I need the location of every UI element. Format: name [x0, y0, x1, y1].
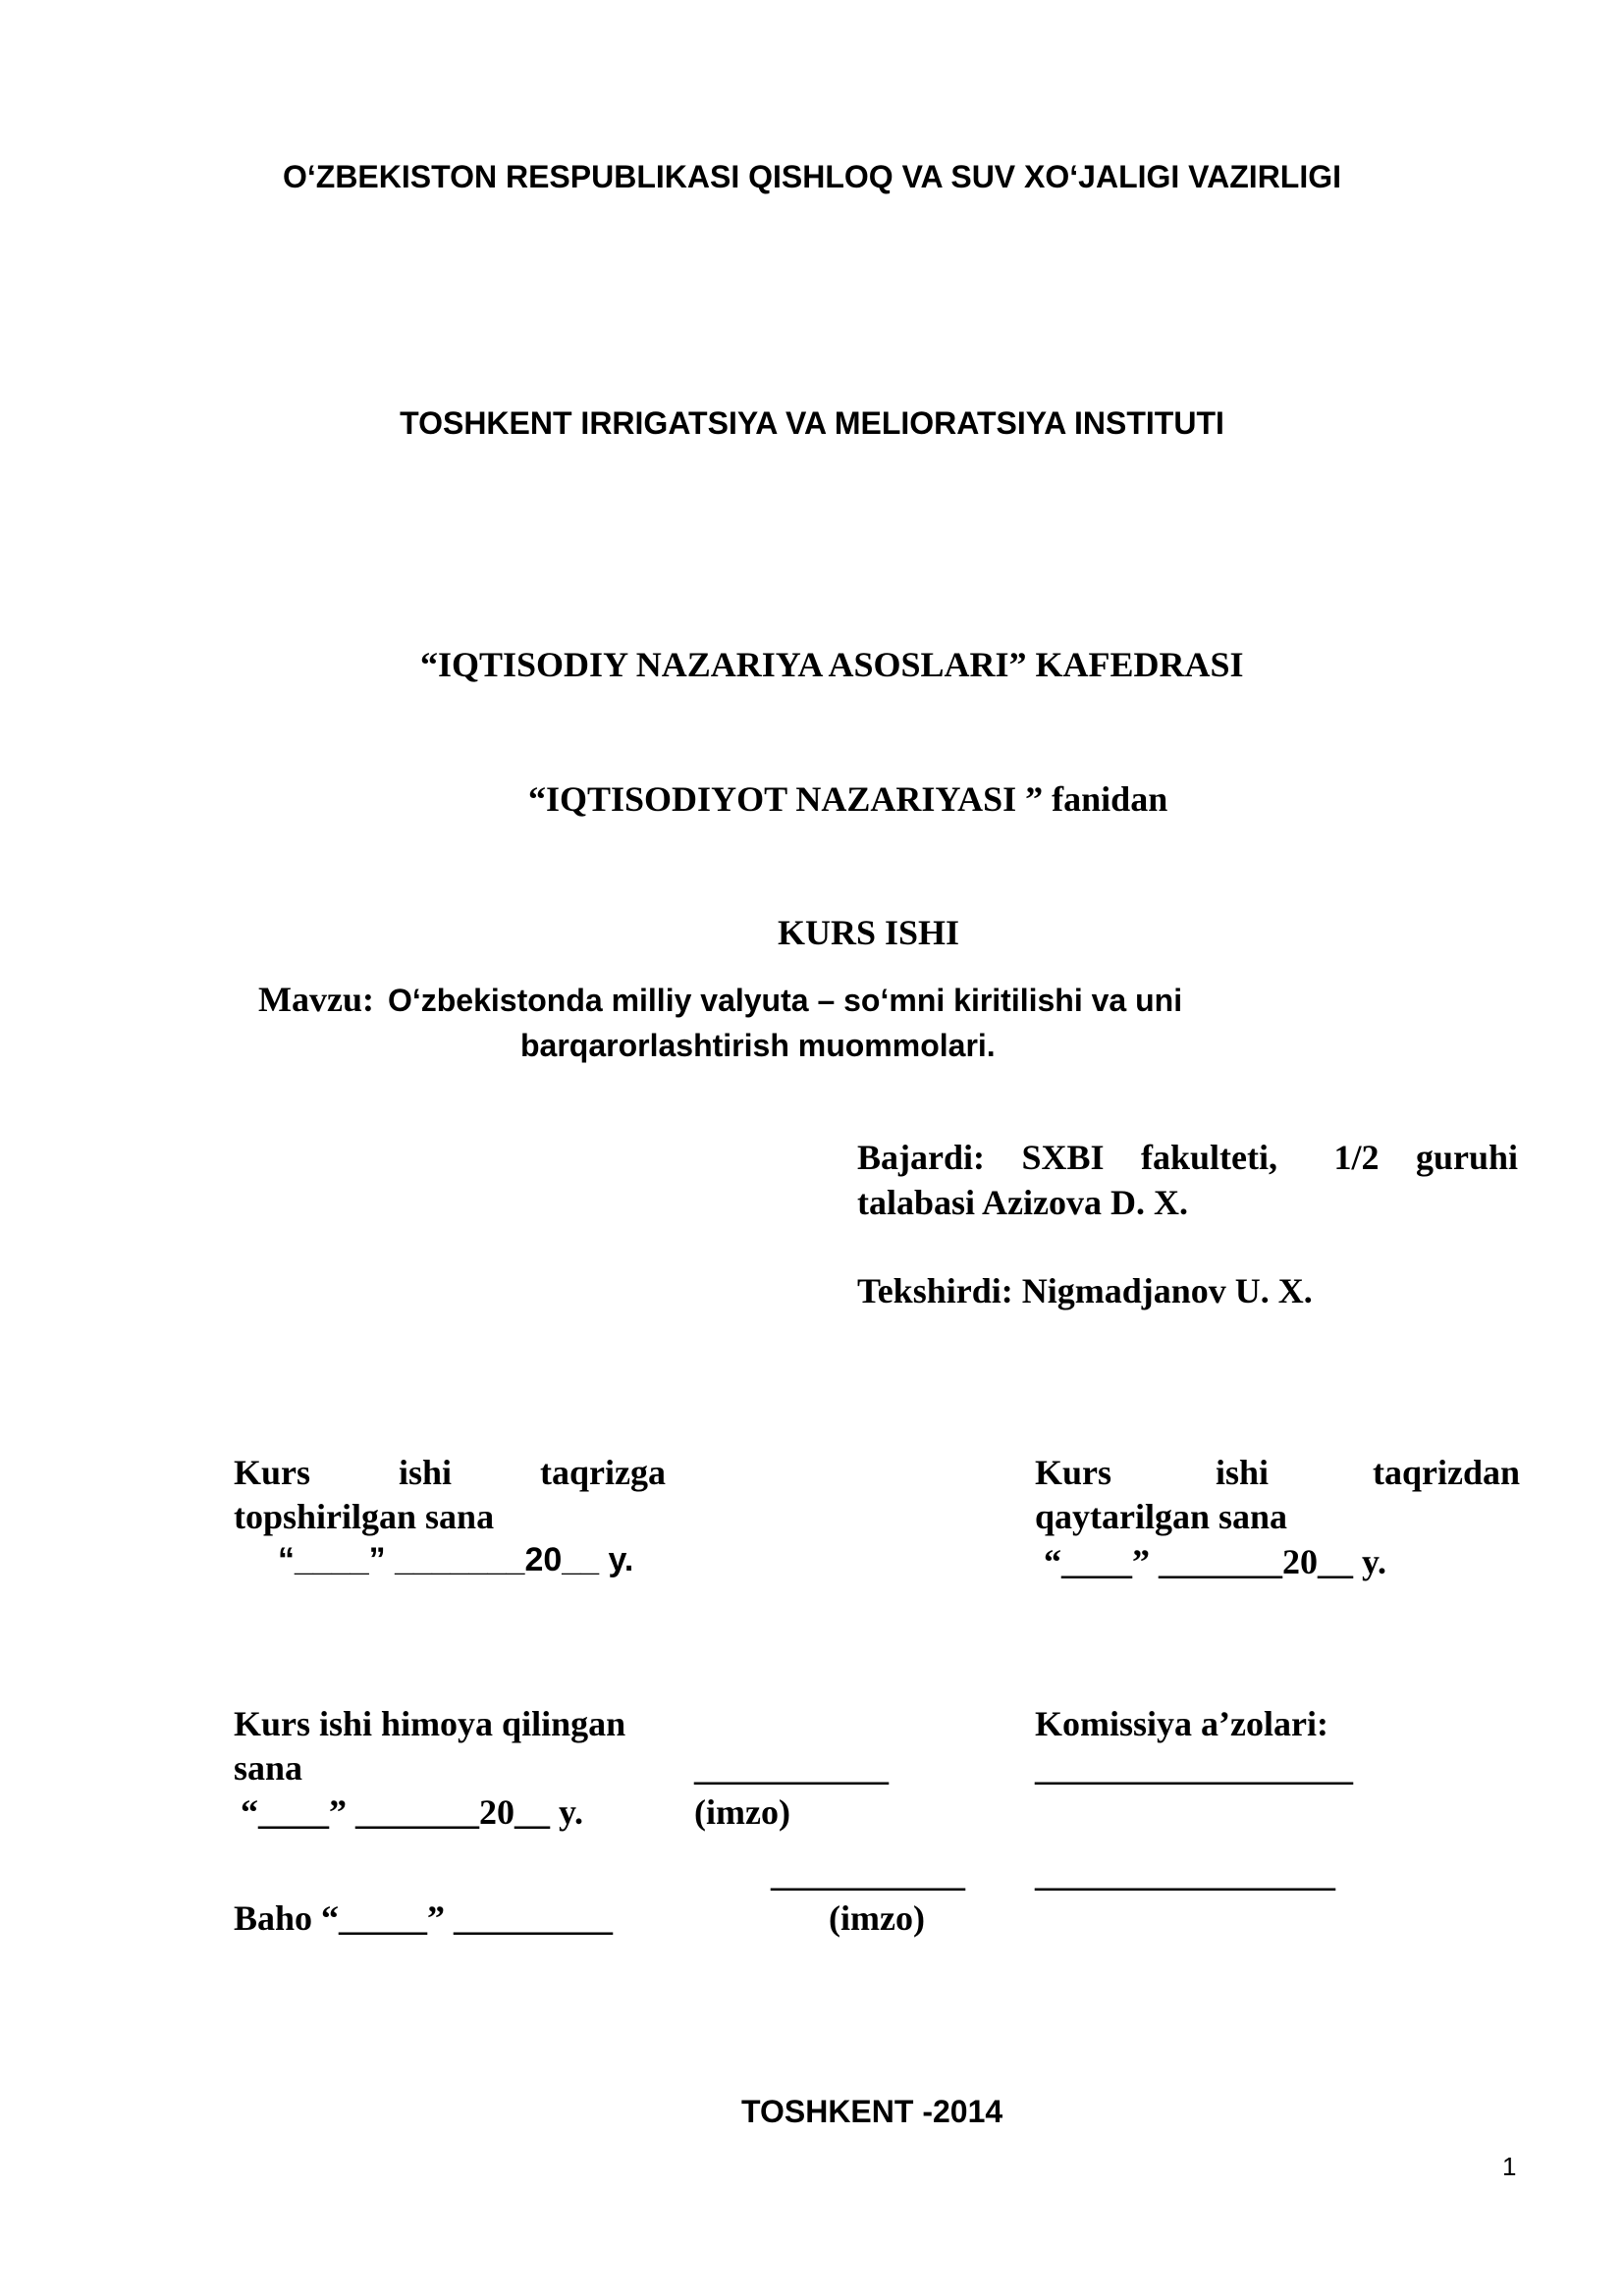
review-returned-line-2: qaytarilgan sana [1035, 1497, 1288, 1536]
done-by-word: 1/2 [1333, 1138, 1380, 1177]
done-by-word: Bajardi: [857, 1138, 985, 1177]
done-by-word: SXBI [1021, 1138, 1105, 1177]
subject-title: “IQTISODIYOT NAZARIYASI ” fanidan [528, 779, 1168, 819]
work-type-title: KURS ISHI [778, 913, 960, 952]
checked-by: Tekshirdi: Nigmadjanov U. X. [857, 1271, 1313, 1310]
review-word: ishi [399, 1453, 453, 1492]
review-submitted-line-2: topshirilgan sana [234, 1497, 495, 1536]
review-word: Kurs [234, 1453, 311, 1492]
review-submitted-line-1 [234, 1452, 666, 1493]
topic-text-1: O‘zbekistonda milliy valyuta – so‘mni kiritilishi va uni [387, 983, 1183, 1018]
done-by-line [857, 1137, 1518, 1178]
student-name: talabasi Azizova D. X. [857, 1183, 1188, 1222]
topic-text-2: barqarorlashtirish muommolari. [520, 1028, 996, 1063]
commission-line-1: __________________ [1035, 1748, 1353, 1788]
commission-line-2: _________________ [1035, 1854, 1335, 1894]
review-word: Kurs [1035, 1453, 1112, 1492]
grade-line: Baho “_____” _________ [234, 1898, 614, 1938]
review-word: ishi [1215, 1453, 1270, 1492]
department-title: “IQTISODIY NAZARIYA ASOSLARI” KAFEDRASI [420, 645, 1244, 684]
review-submitted-date: “____” _______20__ y. [278, 1541, 634, 1578]
signature-label-2: (imzo) [829, 1898, 925, 1938]
page-number: 1 [1502, 2152, 1517, 2181]
institute-title: TOSHKENT IRRIGATSIYA VA MELIORATSIYA INSTITUTI [400, 405, 1224, 441]
signature-line-2: ___________ [771, 1854, 965, 1894]
topic-line-1 [258, 979, 1182, 1020]
done-by-word: fakulteti, [1140, 1138, 1277, 1177]
topic-label: Mavzu: [258, 980, 374, 1019]
defense-label-2: sana [234, 1748, 303, 1788]
defense-label-1: Kurs ishi himoya qilingan [234, 1704, 626, 1743]
city-year: TOSHKENT -2014 [741, 2094, 1003, 2129]
defense-date: “____” _______20__ y. [241, 1792, 584, 1832]
review-word: taqrizdan [1372, 1453, 1520, 1492]
commission-label: Komissiya a’zolari: [1035, 1704, 1328, 1743]
signature-line-1: ___________ [694, 1748, 889, 1788]
review-returned-line-1 [1035, 1452, 1520, 1493]
done-by-word: guruhi [1415, 1138, 1518, 1177]
ministry-title: O‘ZBEKISTON RESPUBLIKASI QISHLOQ VA SUV XO‘JALIGI VAZIRLIGI [282, 159, 1342, 194]
signature-label-1: (imzo) [694, 1792, 790, 1832]
review-returned-date: “____” _______20__ y. [1044, 1542, 1387, 1581]
review-word: taqrizga [540, 1453, 666, 1492]
